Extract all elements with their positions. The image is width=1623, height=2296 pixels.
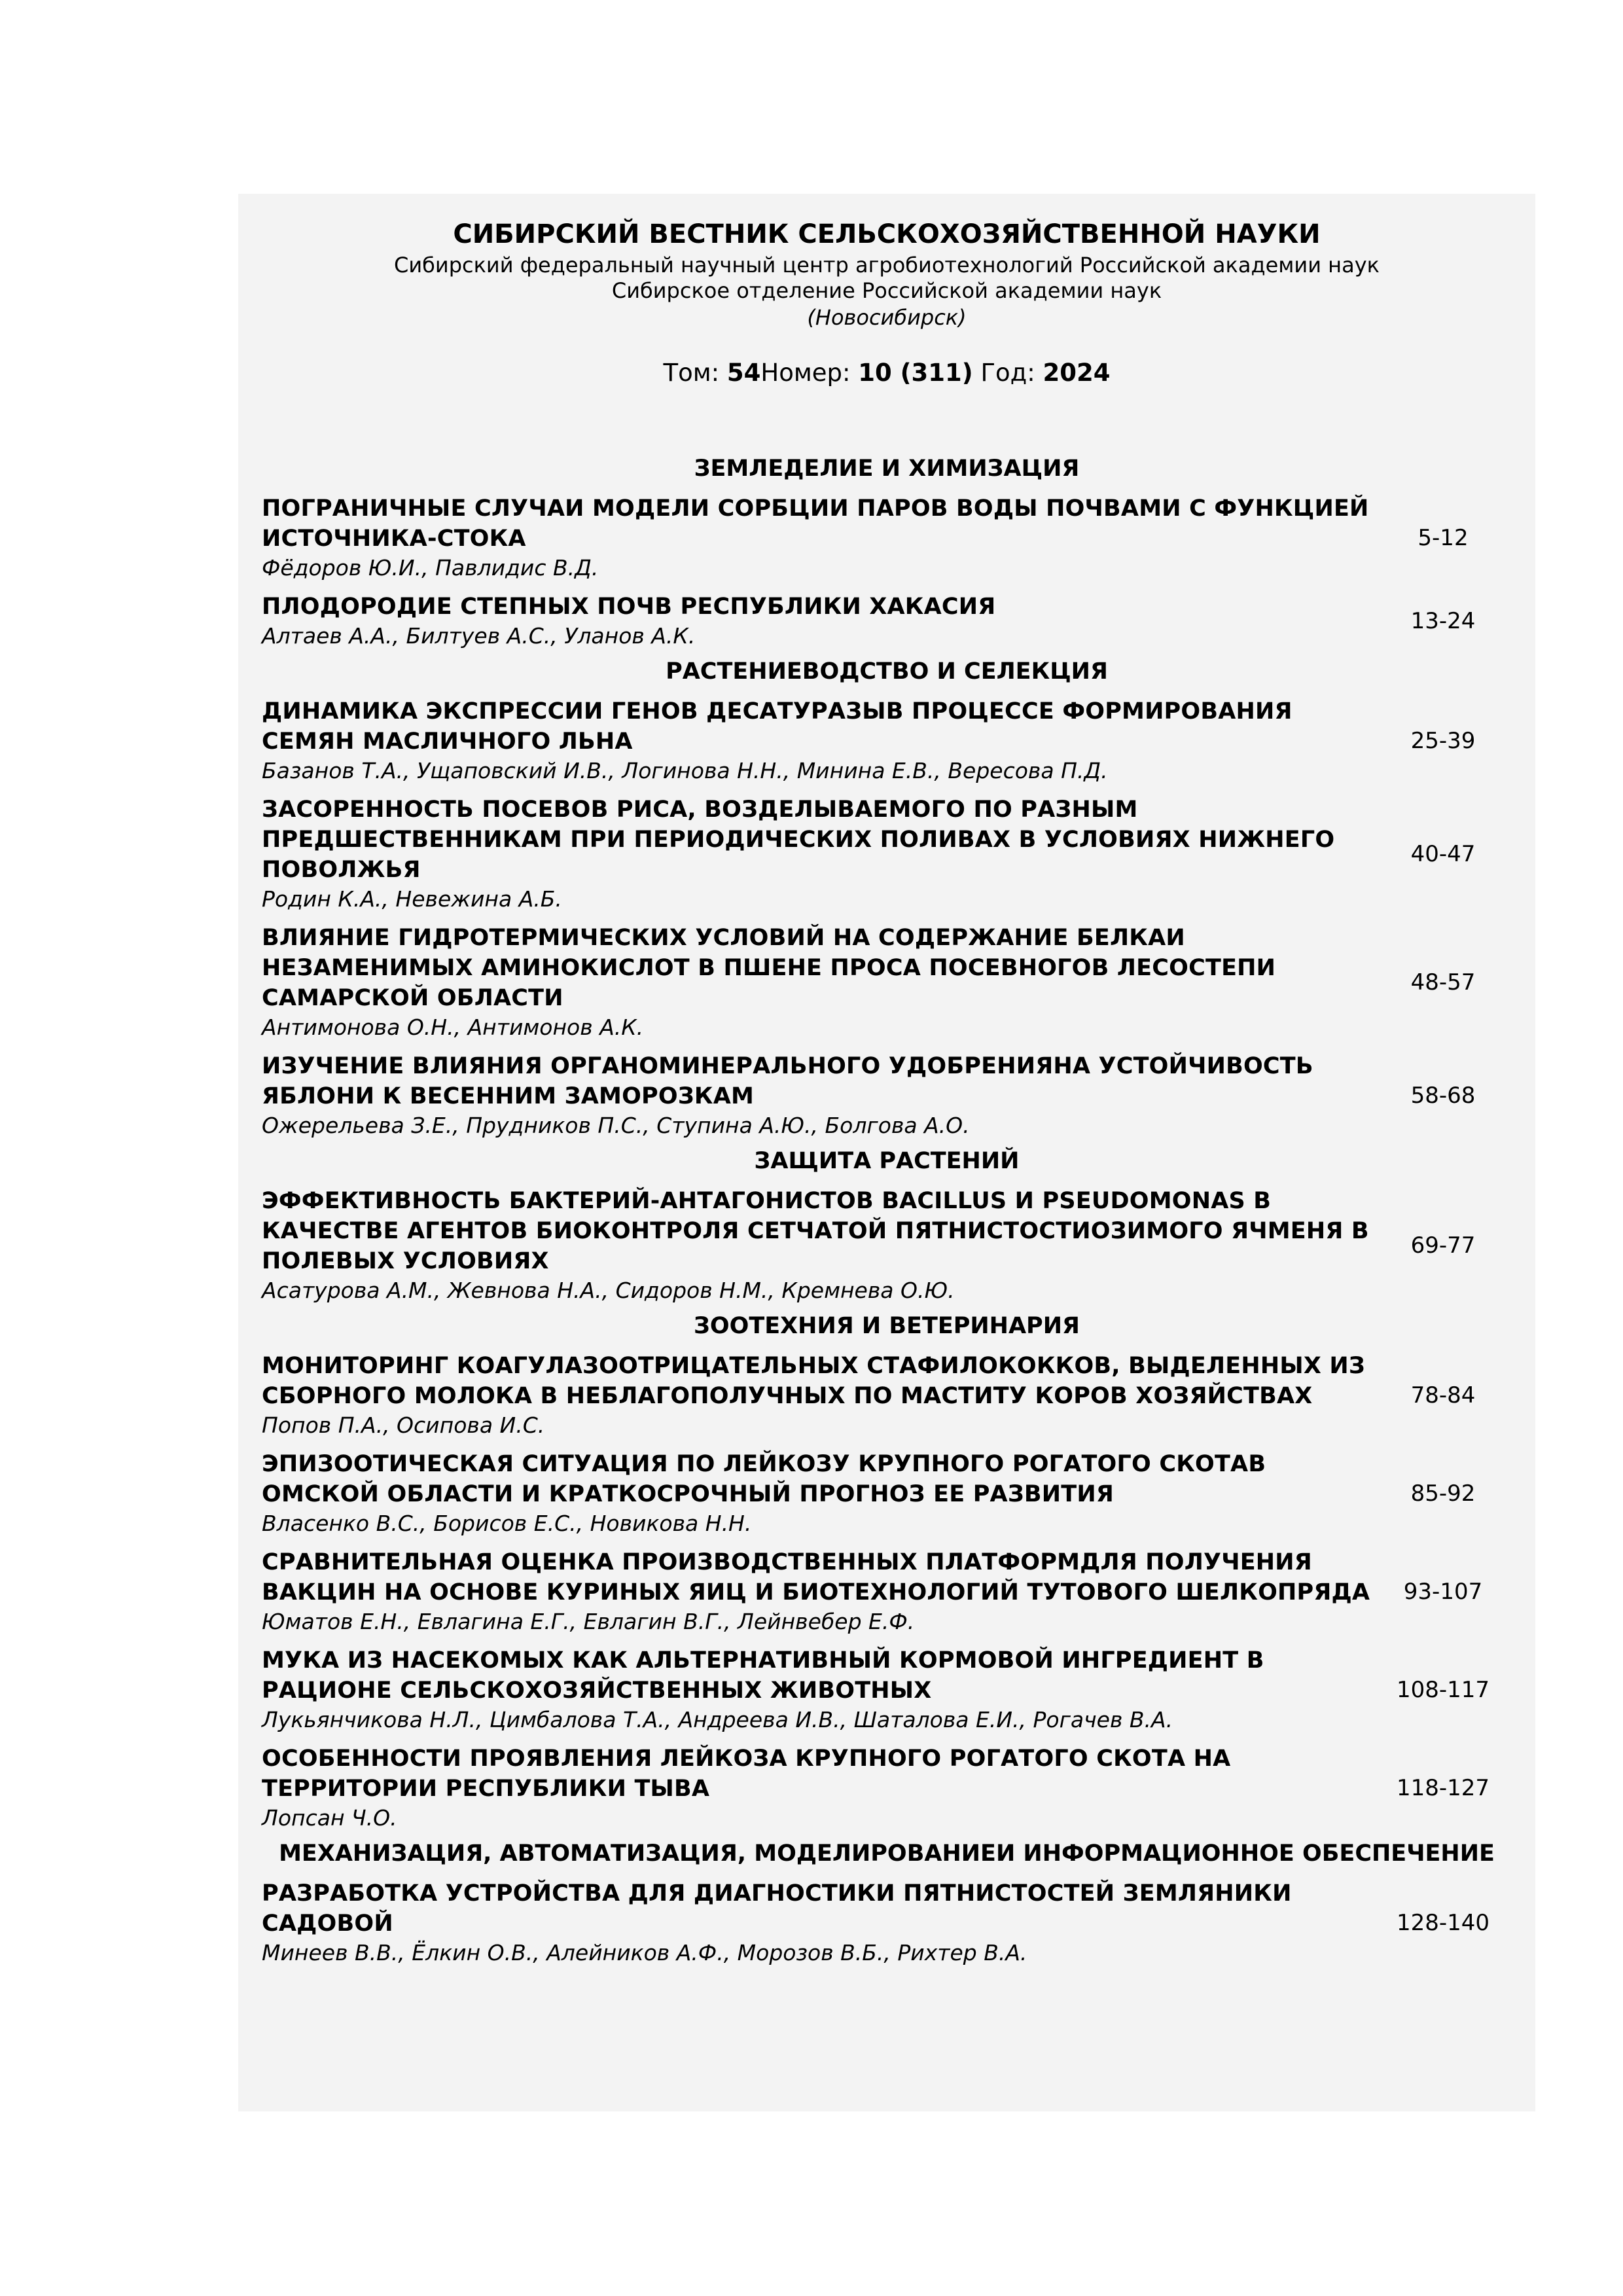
article-title-line: РАЗРАБОТКА УСТРОЙСТВА ДЛЯ ДИАГНОСТИКИ ПЯТНИСТОСТЕЙ ЗЕМЛЯНИКИ [262,1880,1292,1907]
article-title-line: ТЕРРИТОРИИ РЕСПУБЛИКИ ТЫВА [262,1776,710,1802]
article-body [262,592,1335,651]
article-entry [262,1449,1512,1538]
article-body [262,1351,1365,1440]
article-title-line: ВАКЦИН НА ОСНОВЕ КУРИНЫХ ЯИЦ И БИОТЕХНОЛОГИЙ ТУТОВОГО ШЕЛКОПРЯДА [262,1579,1370,1605]
article-pages: 69-77 [1410,1232,1476,1259]
article-authors: Антимонова О.Н., Антимонов А.К. [262,1014,644,1040]
article-authors: Попов П.А., Осипова И.С. [262,1412,545,1438]
article-title[interactable] [262,493,1369,554]
article-authors: Ожерельева З.Е., Прудников П.С., Ступина А.Ю., Болгова А.О. [262,1113,970,1138]
section-heading: ЗАЩИТА РАСТЕНИЙ [754,1148,1020,1174]
journal-city: (Новосибирск) [807,305,967,330]
article-pages: 108-117 [1396,1677,1490,1703]
volume-value: 54 [726,359,761,387]
article-authors: Асатурова А.М., Жевнова Н.А., Сидоров Н.М., Кремнева О.Ю. [262,1278,955,1303]
article-body [262,493,1369,583]
article-authors: Лукьянчикова Н.Л., Цимбалова Т.А., Андреева И.В., Шаталова Е.И., Рогачев В.А. [262,1707,1173,1732]
article-title-line: СЕМЯН МАСЛИЧНОГО ЛЬНА [262,728,633,755]
article-title[interactable] [262,592,1335,622]
article-title[interactable] [262,696,1335,757]
article-title-line: ДИНАМИКА ЭКСПРЕССИИ ГЕНОВ ДЕСАТУРАЗЫВ ПРОЦЕССЕ ФОРМИРОВАНИЯ [262,698,1293,725]
number-label: Номер: [760,359,851,387]
organization-line: Сибирский федеральный научный центр агробиотехнологий Российской академии наук [394,253,1380,278]
article-entry [262,1051,1512,1140]
volume-label: Том: [663,359,720,387]
article-body [262,1645,1335,1734]
article-authors: Лопсан Ч.О. [262,1805,397,1831]
article-title-line: ЯБЛОНИ К ВЕСЕННИМ ЗАМОРОЗКАМ [262,1083,755,1109]
article-body [262,1449,1335,1538]
article-pages: 85-92 [1410,1480,1476,1507]
article-title-line: ПОГРАНИЧНЫЕ СЛУЧАИ МОДЕЛИ СОРБЦИИ ПАРОВ ВОДЫ ПОЧВАМИ С ФУНКЦИЕЙ [262,495,1369,522]
article-entry [262,795,1512,914]
article-pages: 48-57 [1410,969,1476,996]
article-entry [262,1547,1512,1636]
article-title[interactable] [262,1878,1335,1939]
article-title-line: ИЗУЧЕНИЕ ВЛИЯНИЯ ОРГАНОМИНЕРАЛЬНОГО УДОБРЕНИЯНА УСТОЙЧИВОСТЬ [262,1053,1313,1079]
article-title-line: САДОВОЙ [262,1910,393,1937]
article-body [262,1186,1369,1305]
article-title-line: РАЦИОНЕ СЕЛЬСКОХОЗЯЙСТВЕННЫХ ЖИВОТНЫХ [262,1677,932,1704]
article-entry [262,592,1512,651]
article-title-line: МОНИТОРИНГ КОАГУЛАЗООТРИЦАТЕЛЬНЫХ СТАФИЛОКОККОВ, ВЫДЕЛЕННЫХ ИЗ [262,1353,1365,1379]
article-pages: 25-39 [1410,728,1476,754]
article-authors: Власенко В.С., Борисов Е.С., Новикова Н.Н. [262,1511,752,1536]
article-pages: 78-84 [1410,1382,1476,1408]
article-entry [262,1878,1512,1967]
article-title[interactable] [262,1547,1370,1607]
article-title-line: ПОЛЕВЫХ УСЛОВИЯХ [262,1248,549,1274]
article-pages: 5-12 [1418,525,1469,551]
article-title-line: КАЧЕСТВЕ АГЕНТОВ БИОКОНТРОЛЯ СЕТЧАТОЙ ПЯТНИСТОСТИОЗИМОГО ЯЧМЕНЯ В [262,1218,1369,1244]
article-pages: 58-68 [1410,1083,1476,1109]
article-title-line: ИСТОЧНИКА-СТОКА [262,526,526,552]
article-body [262,923,1335,1042]
article-pages: 40-47 [1410,841,1476,867]
article-title[interactable] [262,923,1335,1013]
article-title-line: ЭФФЕКТИВНОСТЬ БАКТЕРИЙ-АНТАГОНИСТОВ BACILLUS И PSEUDOMONAS В [262,1188,1272,1214]
article-body [262,1051,1335,1140]
article-authors: Фёдоров Ю.И., Павлидис В.Д. [262,555,599,581]
article-entry [262,1645,1512,1734]
section-heading: ЗООТЕХНИЯ И ВЕТЕРИНАРИЯ [694,1313,1080,1339]
article-pages: 13-24 [1410,608,1476,634]
journal-title: СИБИРСКИЙ ВЕСТНИК СЕЛЬСКОХОЗЯЙСТВЕННОЙ НАУКИ [453,219,1321,249]
article-title-line: ЗАСОРЕННОСТЬ ПОСЕВОВ РИСА, ВОЗДЕЛЫВАЕМОГО ПО РАЗНЫМ [262,797,1138,823]
article-title-line: ПЛОДОРОДИЕ СТЕПНЫХ ПОЧВ РЕСПУБЛИКИ ХАКАСИЯ [262,594,996,620]
section-heading: МЕХАНИЗАЦИЯ, АВТОМАТИЗАЦИЯ, МОДЕЛИРОВАНИЕИ ИНФОРМАЦИОННОЕ ОБЕСПЕЧЕНИЕ [279,1840,1495,1867]
article-body [262,1547,1370,1636]
article-title-line: СРАВНИТЕЛЬНАЯ ОЦЕНКА ПРОИЗВОДСТВЕННЫХ ПЛАТФОРМДЛЯ ПОЛУЧЕНИЯ [262,1549,1312,1575]
issue-info [238,357,1535,389]
article-authors: Родин К.А., Невежина А.Б. [262,886,562,912]
article-title-line: ОСОБЕННОСТИ ПРОЯВЛЕНИЯ ЛЕЙКОЗА КРУПНОГО РОГАТОГО СКОТА НА [262,1746,1231,1772]
article-pages: 118-127 [1396,1775,1490,1801]
article-authors: Базанов Т.А., Ущаповский И.В., Логинова Н.Н., Минина Е.В., Вересова П.Д. [262,758,1108,783]
article-entry [262,1186,1512,1305]
article-entry [262,1351,1512,1440]
article-authors: Юматов Е.Н., Евлагина Е.Г., Евлагин В.Г., Лейнвебер Е.Ф. [262,1609,915,1634]
article-title[interactable] [262,795,1335,885]
article-authors: Минеев В.В., Ёлкин О.В., Алейников А.Ф., Морозов В.Б., Рихтер В.А. [262,1940,1027,1965]
article-title[interactable] [262,1351,1365,1411]
article-entry [262,1744,1512,1833]
year-value: 2024 [1043,359,1111,387]
article-title-line: ПОВОЛЖЬЯ [262,857,421,883]
table-of-contents [262,453,1512,1973]
article-entry [262,696,1512,785]
article-title[interactable] [262,1186,1369,1276]
article-title-line: САМАРСКОЙ ОБЛАСТИ [262,985,563,1011]
article-title[interactable] [262,1645,1335,1706]
year-label: Год: [980,359,1035,387]
article-entry [262,923,1512,1042]
journal-header [238,216,1535,331]
section-heading: РАСТЕНИЕВОДСТВО И СЕЛЕКЦИЯ [666,658,1108,685]
article-authors: Алтаев А.А., Билтуев А.С., Уланов А.К. [262,623,696,649]
article-pages: 93-107 [1403,1579,1483,1605]
article-body [262,696,1335,785]
article-title-line: ПРЕДШЕСТВЕННИКАМ ПРИ ПЕРИОДИЧЕСКИХ ПОЛИВАХ В УСЛОВИЯХ НИЖНЕГО [262,827,1335,853]
article-pages: 128-140 [1396,1910,1490,1936]
article-title-line: ЭПИЗООТИЧЕСКАЯ СИТУАЦИЯ ПО ЛЕЙКОЗУ КРУПНОГО РОГАТОГО СКОТАВ [262,1451,1266,1477]
article-title-line: НЕЗАМЕНИМЫХ АМИНОКИСЛОТ В ПШЕНЕ ПРОСА ПОСЕВНОГОВ ЛЕСОСТЕПИ [262,955,1276,981]
article-title-line: ВЛИЯНИЕ ГИДРОТЕРМИЧЕСКИХ УСЛОВИЙ НА СОДЕРЖАНИЕ БЕЛКАИ [262,925,1185,951]
article-title[interactable] [262,1744,1335,1804]
article-title-line: ОМСКОЙ ОБЛАСТИ И КРАТКОСРОЧНЫЙ ПРОГНОЗ ЕЕ РАЗВИТИЯ [262,1481,1114,1507]
article-title-line: СБОРНОГО МОЛОКА В НЕБЛАГОПОЛУЧНЫХ ПО МАСТИТУ КОРОВ ХОЗЯЙСТВАХ [262,1383,1313,1409]
article-title[interactable] [262,1051,1335,1111]
organization-line: Сибирское отделение Российской академии наук [611,278,1162,303]
section-heading: ЗЕМЛЕДЕЛИЕ И ХИМИЗАЦИЯ [694,456,1080,482]
article-body [262,795,1335,914]
number-value: 10 (311) [858,359,973,387]
article-body [262,1744,1335,1833]
article-body [262,1878,1335,1967]
article-title[interactable] [262,1449,1335,1509]
article-entry [262,493,1512,583]
article-title-line: МУКА ИЗ НАСЕКОМЫХ КАК АЛЬТЕРНАТИВНЫЙ КОРМОВОЙ ИНГРЕДИЕНТ В [262,1647,1264,1674]
